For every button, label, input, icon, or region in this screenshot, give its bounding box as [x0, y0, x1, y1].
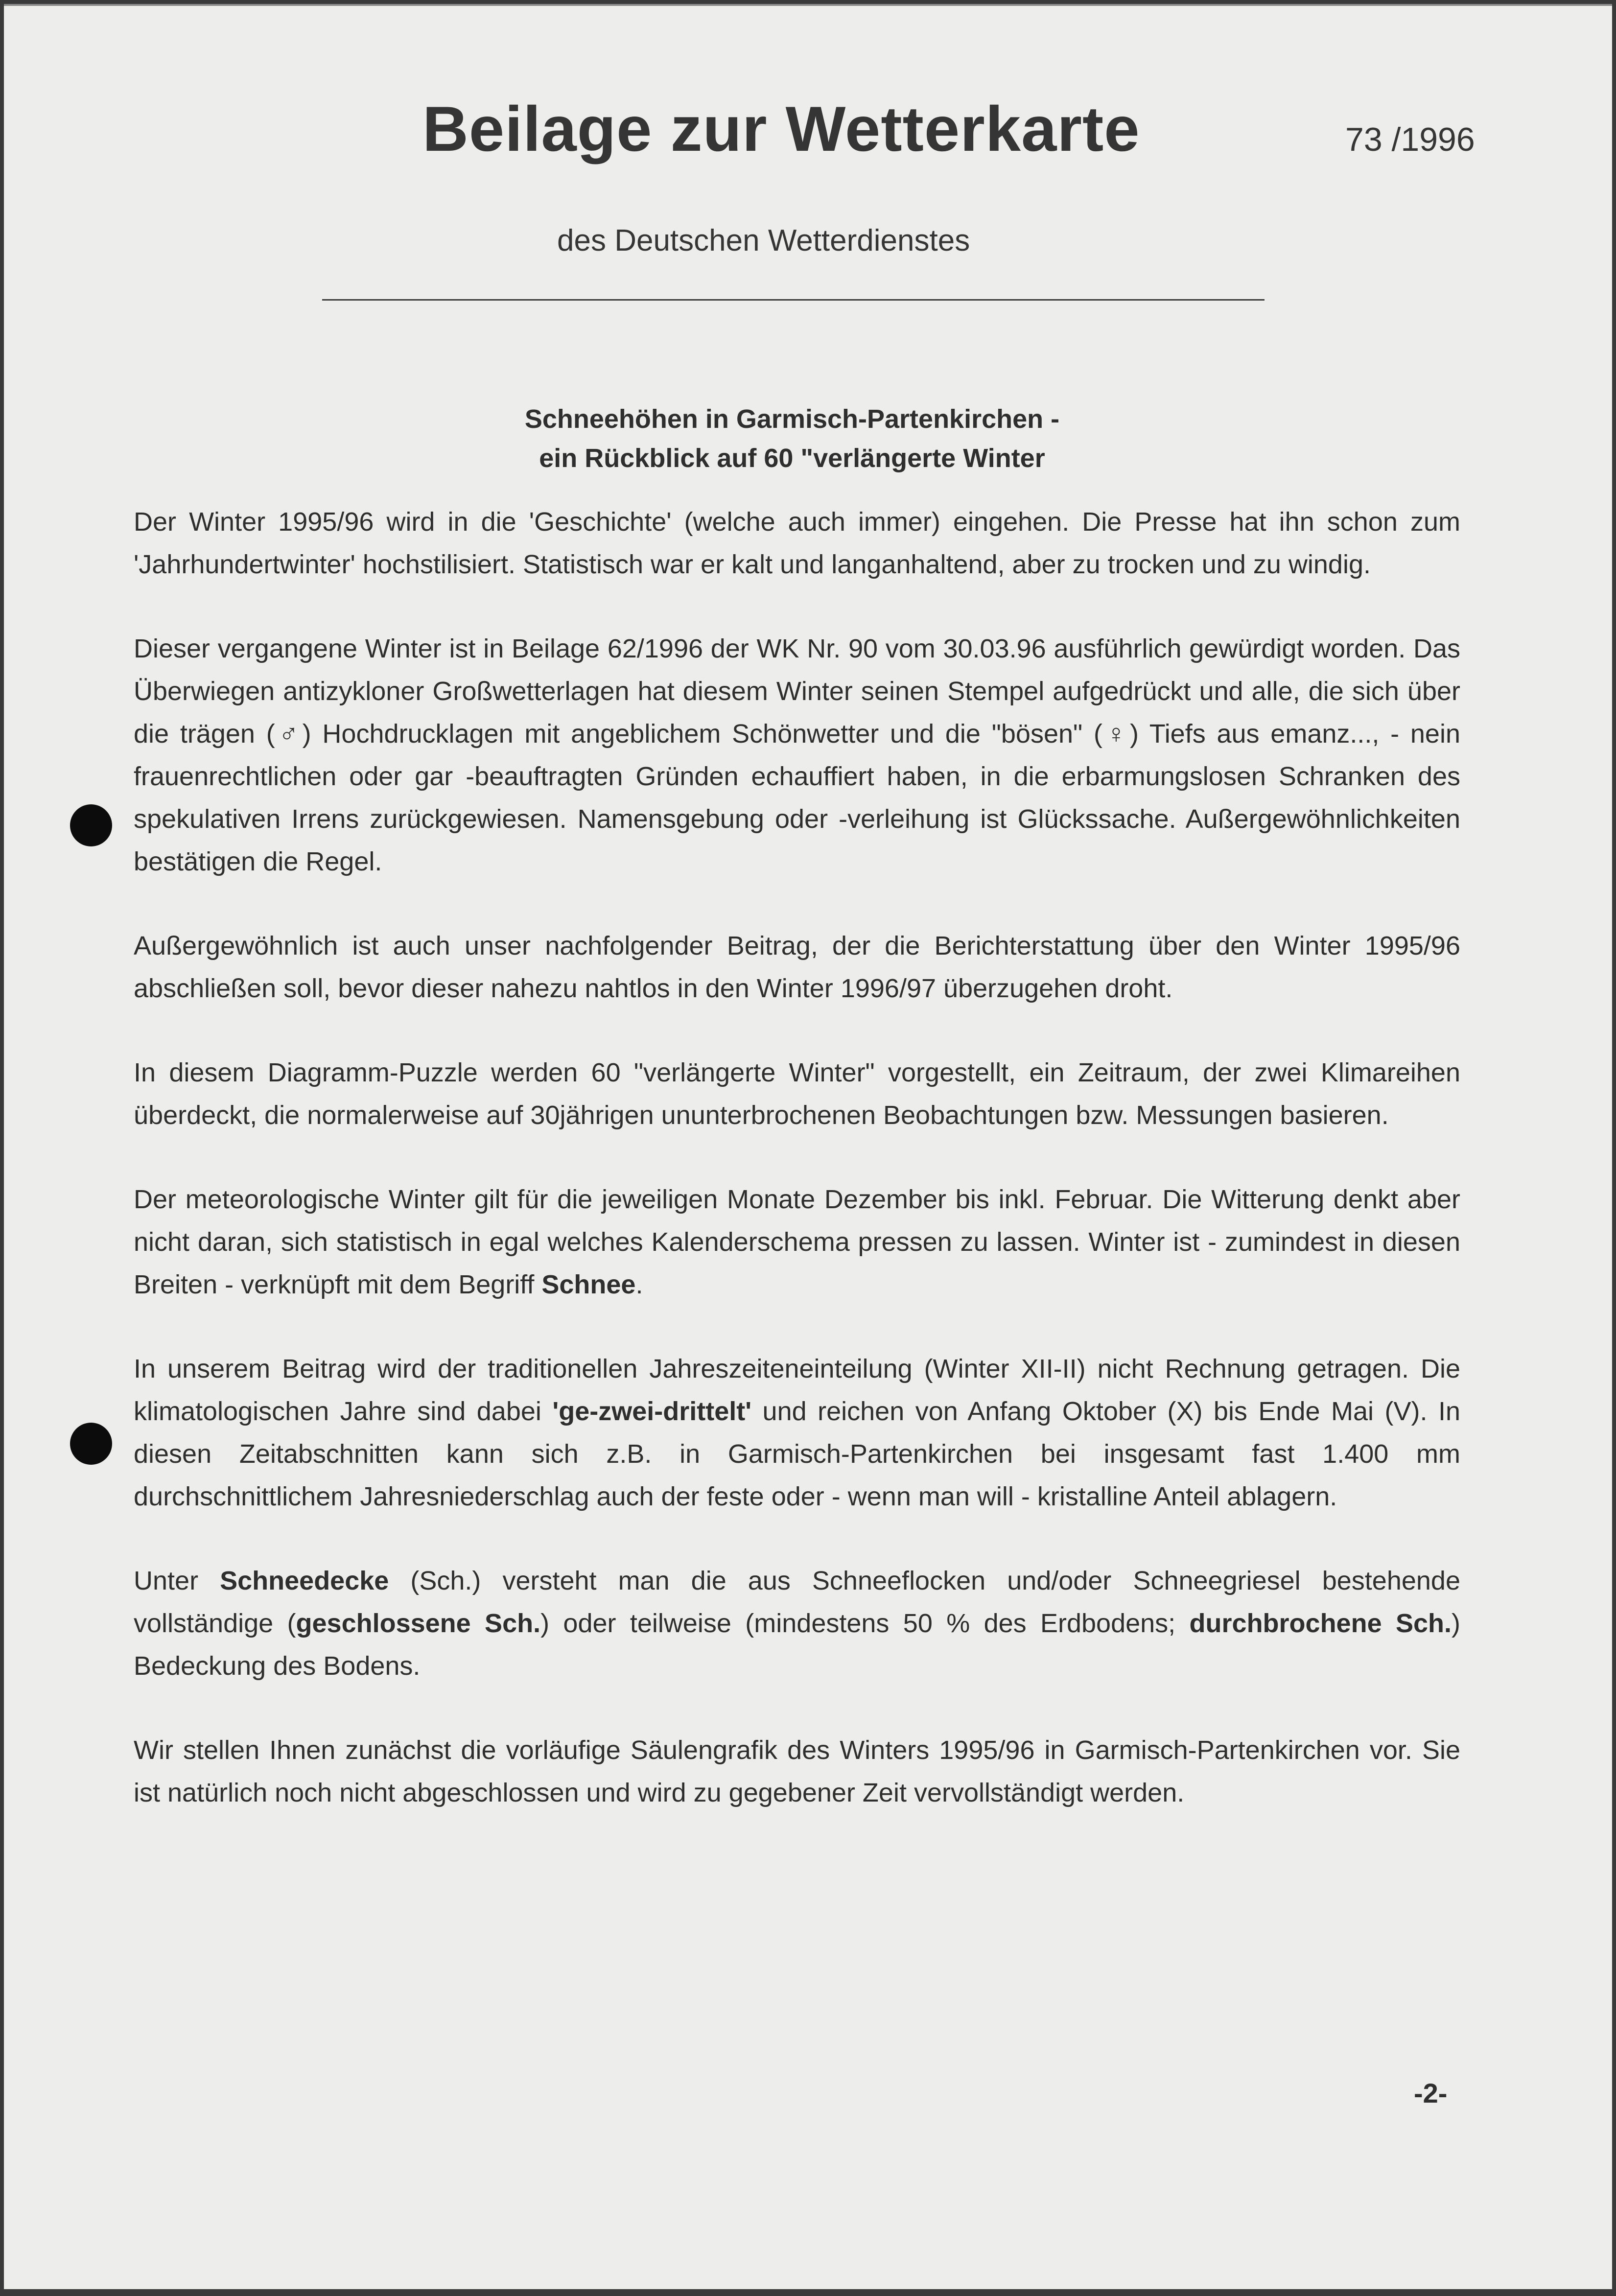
paragraph-3: Außergewöhnlich ist auch unser nachfolgender Beitrag, der die Berichterstattung über den Winter 1995/96 abschließen soll, bevor dieser nahezu nahtlos in den Winter 1996/97 überzugehen droht. [134, 931, 1460, 1003]
paragraph-5 [134, 1178, 1460, 1306]
paragraph-5-bold: Schnee [541, 1270, 636, 1299]
punch-hole-top [70, 804, 112, 846]
document-page [4, 4, 1612, 2289]
page-number: -2- [1414, 2078, 1448, 2109]
header-divider [322, 299, 1265, 301]
paragraph-6 [134, 1348, 1460, 1518]
paragraph-4: In diesem Diagramm-Puzzle werden 60 "verlängerte Winter" vorgestellt, ein Zeitraum, der zwei Klimareihen überdeckt, die normalerweise auf 30jährigen ununterbrochenen Beobachtungen bzw. Messungen basieren. [134, 1058, 1460, 1130]
paragraph-7-text-a: Unter [134, 1566, 220, 1595]
paragraph-5-text: Der meteorologische Winter gilt für die jeweiligen Monate Dezember bis inkl. Februar. Die Witterung denkt aber nicht daran, sich statistisch in egal welches Kalenderschema pressen zu lassen. Winter ist - zumindest in diesen Breiten - verknüpft mit dem Begriff [134, 1185, 1460, 1299]
paragraph-7-text-d: ) Bedeckung des Bodens. [134, 1609, 1460, 1681]
article-heading [317, 399, 1267, 478]
paragraph-1: Der Winter 1995/96 wird in die 'Geschichte' (welche auch immer) eingehen. Die Presse hat ihn schon zum 'Jahrhundertwinter' hochstilisiert. Statistisch war er kalt und langanhaltend, aber zu trocken und zu windig. [134, 507, 1460, 579]
paragraph-6-end: und reichen von Anfang Oktober (X) bis Ende Mai (V). In diesen Zeitabschnitten kann sich z.B. in Garmisch-Partenkirchen bei insgesamt fast 1.400 mm durchschnittlichem Jahresniederschlag auch der feste oder - wenn man will - kristalline Anteil ablagern. [134, 1397, 1460, 1511]
paragraph-6-text: In unserem Beitrag wird der traditionellen Jahreszeiteneinteilung (Winter XII-II) nicht Rechnung getragen. Die klimatologischen Jahre sind dabei [134, 1354, 1460, 1426]
article-heading-line-2: ein Rückblick auf 60 "verlängerte Winter [539, 444, 1045, 473]
issue-number: 73 /1996 [1345, 121, 1475, 158]
paragraph-7-bold-1: Schneedecke [220, 1566, 389, 1595]
document-subtitle: des Deutschen Wetterdienstes [557, 224, 970, 258]
article-heading-line-1: Schneehöhen in Garmisch-Partenkirchen - [524, 404, 1060, 434]
article-body [134, 501, 1460, 1856]
paragraph-2: Dieser vergangene Winter ist in Beilage 62/1996 der WK Nr. 90 vom 30.03.96 ausführlich gewürdigt worden. Das Überwiegen antizykloner Großwetterlagen hat diesem Winter seinen Stempel aufgedrückt und alle, die sich über die trägen (♂) Hochdrucklagen mit angeblichem Schönwetter und die "bösen" (♀) Tiefs aus emanz..., - nein frauenrechtlichen oder gar -beauftragten Gründen echauffiert haben, in die erbarmungslosen Schranken des spekulativen Irrens zurückgewiesen. Namensgebung oder -verleihung ist Glückssache. Außergewöhnlichkeiten bestätigen die Regel. [134, 634, 1460, 876]
paragraph-7-bold-2: geschlossene Sch. [296, 1609, 541, 1638]
punch-hole-bottom [70, 1423, 112, 1465]
page-edge [4, 4, 1612, 6]
document-title: Beilage zur Wetterkarte [422, 93, 1140, 164]
paragraph-7-text-b: (Sch.) versteht man die aus Schneeflocken und/oder Schneegriesel bestehende vollständige ( [134, 1566, 1460, 1638]
paragraph-6-bold: 'ge-zwei-drittelt' [552, 1397, 752, 1426]
paragraph-5-end: . [635, 1270, 643, 1299]
paragraph-7 [134, 1560, 1460, 1687]
paragraph-7-text-c: ) oder teilweise (mindestens 50 % des Erdbodens; [540, 1609, 1190, 1638]
paragraph-8: Wir stellen Ihnen zunächst die vorläufige Säulengrafik des Winters 1995/96 in Garmisch-Partenkirchen vor. Sie ist natürlich noch nicht abgeschlossen und wird zu gegebener Zeit vervollständigt werden. [134, 1735, 1460, 1807]
paragraph-7-bold-3: durchbrochene Sch. [1189, 1609, 1452, 1638]
